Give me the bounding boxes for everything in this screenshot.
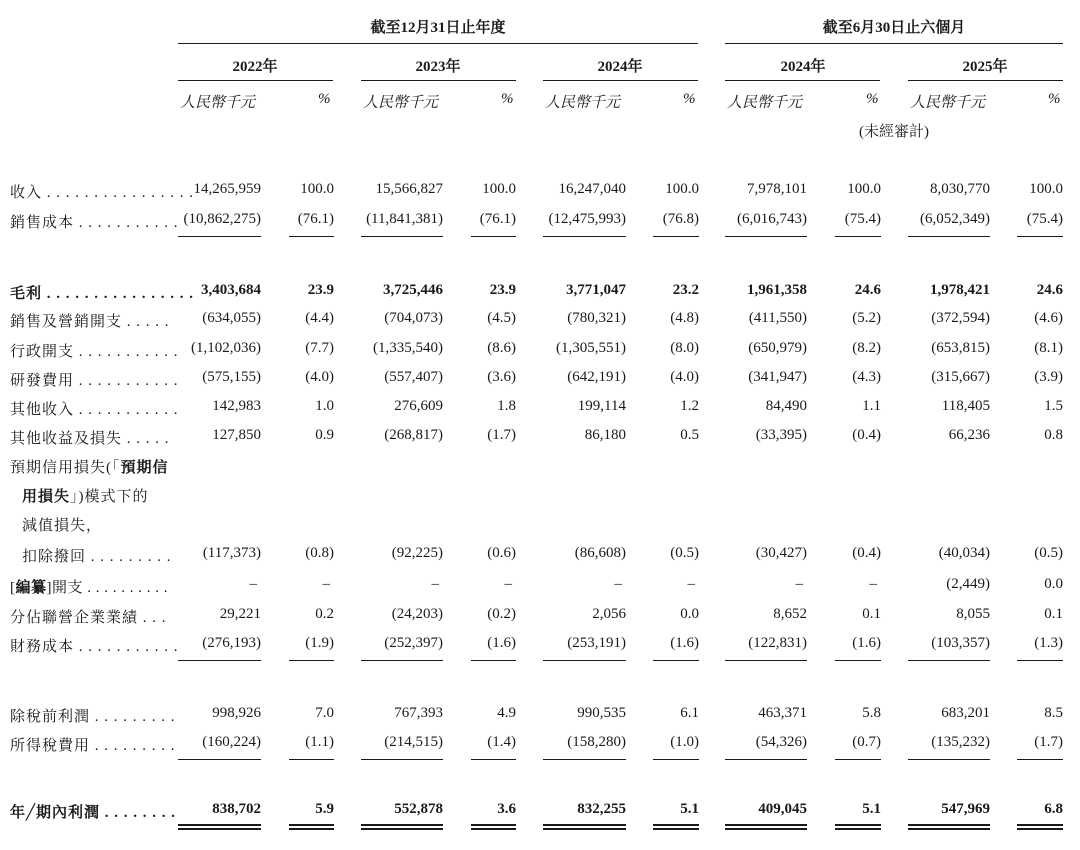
cell-amount-2022: (10,862,275) <box>183 211 261 227</box>
cell-pct-2023: – <box>504 576 512 592</box>
cell-amount-2025-h1: 8,030,770 <box>930 181 990 197</box>
cell-amount-2022: (160,224) <box>202 734 261 750</box>
cell-pct-2024: (76.8) <box>662 211 699 227</box>
year-rule-2024 <box>543 80 698 81</box>
underline-cost-of-sales-amount-2023 <box>361 236 443 237</box>
ecl-label-line2-b: 」)模式下的 <box>70 489 149 505</box>
cell-amount-2024: 832,255 <box>577 801 626 817</box>
unit-pct-2024: % <box>683 91 696 107</box>
cell-amount-2024: – <box>614 576 622 592</box>
cell-pct-2024: 0.5 <box>680 427 699 443</box>
redacted-text: 編纂 <box>15 580 47 596</box>
year-header-2022: 2022年 <box>232 59 278 75</box>
cell-pct-2025-h1: (75.4) <box>1026 211 1063 227</box>
cell-amount-2022: 142,983 <box>212 398 261 414</box>
cell-pct-2023: (0.6) <box>487 545 516 561</box>
cell-pct-2024: 0.0 <box>680 606 699 622</box>
row-label-profit-for-period: 年╱期內利潤 . . . . . . . . <box>10 805 177 821</box>
underline-cost-of-sales-pct-2023 <box>471 236 516 237</box>
cell-pct-2023: (0.2) <box>487 606 516 622</box>
cell-amount-2025-h1: (315,667) <box>931 369 990 385</box>
cell-amount-2022: 998,926 <box>212 705 261 721</box>
unit-pct-2024-h1: % <box>866 91 879 107</box>
cell-pct-2023: (4.5) <box>487 310 516 326</box>
cell-amount-2023: (252,397) <box>384 635 443 651</box>
row-label-other-income: 其他收入 . . . . . . . . . . . <box>10 402 179 418</box>
cell-amount-2025-h1: 1,978,421 <box>930 282 990 298</box>
row-label-finance-costs: 財務成本 . . . . . . . . . . . <box>10 639 179 655</box>
cell-amount-2025-h1: 8,055 <box>956 606 990 622</box>
underline-finance-costs-pct-2024 <box>653 660 699 661</box>
row-label-revenue: 收入 . . . . . . . . . . . . . . . . <box>10 185 195 201</box>
ecl-label-line1-b: 預期信 <box>120 460 169 476</box>
cell-pct-2022: (7.7) <box>305 340 334 356</box>
double-underline-profit-amount-2024 <box>543 824 626 830</box>
cell-pct-2022: 7.0 <box>315 705 334 721</box>
cell-pct-2023: 1.8 <box>497 398 516 414</box>
cell-pct-2024: – <box>687 576 695 592</box>
cell-amount-2022: 3,403,684 <box>201 282 261 298</box>
header-group-six-months: 截至6月30日止六個月 <box>822 20 966 36</box>
cell-pct-2022: (76.1) <box>297 211 334 227</box>
redacted-suffix: 開支 . . . . . . . . . . <box>52 580 169 596</box>
cell-amount-2024: 990,535 <box>577 705 626 721</box>
cell-amount-2023: (268,817) <box>384 427 443 443</box>
ecl-label-line2 <box>22 485 149 506</box>
unit-rmb-2024-h1: 人民幣千元 <box>727 95 803 111</box>
redacted-close: ] <box>46 580 53 596</box>
cell-amount-2024-h1: (30,427) <box>755 545 807 561</box>
cell-pct-2024-h1: (5.2) <box>852 310 881 326</box>
cell-pct-2022: 0.9 <box>315 427 334 443</box>
cell-amount-2023: (1,335,540) <box>373 340 443 356</box>
cell-pct-2023: (3.6) <box>487 369 516 385</box>
underline-income-tax-amount-2024 <box>543 759 626 760</box>
cell-amount-2024: (1,305,551) <box>556 340 626 356</box>
cell-pct-2022: (0.8) <box>305 545 334 561</box>
cell-amount-2025-h1: 547,969 <box>941 801 990 817</box>
cell-pct-2024: 6.1 <box>680 705 699 721</box>
underline-finance-costs-amount-2022 <box>178 660 261 661</box>
underline-income-tax-amount-2024-h1 <box>725 759 807 760</box>
cell-pct-2025-h1: 0.0 <box>1044 576 1063 592</box>
underline-income-tax-amount-2025-h1 <box>908 759 990 760</box>
underline-finance-costs-amount-2024 <box>543 660 626 661</box>
cell-pct-2024: (4.8) <box>670 310 699 326</box>
row-label-income-tax: 所得稅費用 . . . . . . . . . <box>10 738 176 754</box>
cell-amount-2023: (214,515) <box>384 734 443 750</box>
cell-amount-2023: (704,073) <box>384 310 443 326</box>
cell-amount-2025-h1: (135,232) <box>931 734 990 750</box>
cell-pct-2023: (1.6) <box>487 635 516 651</box>
cell-amount-2023: 552,878 <box>394 801 443 817</box>
cell-amount-2024: (86,608) <box>574 545 626 561</box>
year-header-2024: 2024年 <box>597 59 643 75</box>
cell-pct-2024-h1: 5.8 <box>862 705 881 721</box>
cell-amount-2024: (780,321) <box>567 310 626 326</box>
ecl-label-line1 <box>10 456 169 477</box>
row-label-cost-of-sales: 銷售成本 . . . . . . . . . . . <box>10 215 179 231</box>
cell-pct-2025-h1: 1.5 <box>1044 398 1063 414</box>
cell-pct-2025-h1: (0.5) <box>1034 545 1063 561</box>
cell-amount-2024-h1: (341,947) <box>748 369 807 385</box>
ecl-label-line2-a: 用損失 <box>22 489 71 505</box>
underline-cost-of-sales-pct-2022 <box>289 236 334 237</box>
underline-finance-costs-amount-2024-h1 <box>725 660 807 661</box>
cell-amount-2025-h1: 118,405 <box>941 398 990 414</box>
cell-amount-2025-h1: (40,034) <box>938 545 990 561</box>
year-header-2024-h1: 2024年 <box>780 59 826 75</box>
cell-amount-2022: (1,102,036) <box>191 340 261 356</box>
cell-pct-2024-h1: 24.6 <box>854 282 881 298</box>
cell-pct-2025-h1: 0.8 <box>1044 427 1063 443</box>
cell-pct-2022: 5.9 <box>315 801 334 817</box>
cell-amount-2024-h1: 8,652 <box>773 606 807 622</box>
cell-amount-2023: 276,609 <box>394 398 443 414</box>
cell-pct-2023: (76.1) <box>479 211 516 227</box>
underline-income-tax-pct-2025-h1 <box>1017 759 1063 760</box>
cell-amount-2022: 14,265,959 <box>193 181 261 197</box>
cell-pct-2023: 23.9 <box>489 282 516 298</box>
header-rule-fiscal-year <box>178 43 698 44</box>
cell-amount-2025-h1: (2,449) <box>946 576 990 592</box>
cell-amount-2024-h1: (6,016,743) <box>737 211 807 227</box>
cell-amount-2024: (158,280) <box>567 734 626 750</box>
row-label-net-of-reversal: 扣除撥回 . . . . . . . . . <box>22 549 172 565</box>
cell-amount-2024-h1: (411,550) <box>748 310 807 326</box>
underline-cost-of-sales-pct-2024-h1 <box>835 236 881 237</box>
cell-pct-2022: 0.2 <box>315 606 334 622</box>
cell-pct-2023: (1.7) <box>487 427 516 443</box>
underline-finance-costs-amount-2023 <box>361 660 443 661</box>
cell-amount-2022: 838,702 <box>212 801 261 817</box>
underline-finance-costs-pct-2022 <box>289 660 334 661</box>
cell-amount-2024-h1: 409,045 <box>758 801 807 817</box>
cell-amount-2023: 3,725,446 <box>383 282 443 298</box>
cell-pct-2024-h1: (1.6) <box>852 635 881 651</box>
cell-amount-2022: (117,373) <box>202 545 261 561</box>
underline-finance-costs-pct-2023 <box>471 660 516 661</box>
cell-pct-2023: 3.6 <box>497 801 516 817</box>
cell-amount-2024: 86,180 <box>584 427 626 443</box>
cell-pct-2024: (8.0) <box>670 340 699 356</box>
cell-pct-2024-h1: 100.0 <box>847 181 881 197</box>
cell-amount-2022: (634,055) <box>202 310 261 326</box>
cell-amount-2023: 767,393 <box>394 705 443 721</box>
unit-rmb-2025-h1: 人民幣千元 <box>910 95 986 111</box>
cell-pct-2024: (0.5) <box>670 545 699 561</box>
cell-pct-2022: (4.4) <box>305 310 334 326</box>
cell-pct-2024-h1: 0.1 <box>862 606 881 622</box>
cell-amount-2024: 16,247,040 <box>558 181 626 197</box>
year-rule-2022 <box>178 80 333 81</box>
cell-pct-2024: 1.2 <box>680 398 699 414</box>
cell-amount-2024-h1: 7,978,101 <box>747 181 807 197</box>
underline-finance-costs-amount-2025-h1 <box>908 660 990 661</box>
cell-pct-2023: (8.6) <box>487 340 516 356</box>
cell-amount-2025-h1: (103,357) <box>931 635 990 651</box>
unaudited-note: (未經審計) <box>859 124 929 140</box>
cell-pct-2025-h1: 100.0 <box>1029 181 1063 197</box>
cell-pct-2024-h1: (8.2) <box>852 340 881 356</box>
cell-amount-2024: 3,771,047 <box>566 282 626 298</box>
cell-amount-2023: (11,841,381) <box>366 211 443 227</box>
cell-amount-2023: (557,407) <box>384 369 443 385</box>
cell-pct-2024-h1: 5.1 <box>862 801 881 817</box>
underline-cost-of-sales-pct-2024 <box>653 236 699 237</box>
year-rule-2024-h1 <box>725 80 880 81</box>
cell-amount-2022: 127,850 <box>212 427 261 443</box>
cell-pct-2024-h1: 1.1 <box>862 398 881 414</box>
cell-amount-2024-h1: – <box>795 576 803 592</box>
cell-pct-2023: (1.4) <box>487 734 516 750</box>
cell-amount-2024-h1: (54,326) <box>755 734 807 750</box>
cell-amount-2024: (253,191) <box>567 635 626 651</box>
double-underline-profit-pct-2022 <box>289 824 334 830</box>
unit-pct-2025-h1: % <box>1048 91 1061 107</box>
ecl-label-line1-a: 預期信用損失(「 <box>10 460 121 476</box>
unit-pct-2023: % <box>501 91 514 107</box>
cell-pct-2025-h1: (1.7) <box>1034 734 1063 750</box>
double-underline-profit-amount-2025-h1 <box>908 824 990 830</box>
row-label-redacted-expenses <box>10 576 168 597</box>
cell-pct-2025-h1: 24.6 <box>1036 282 1063 298</box>
cell-amount-2022: (575,155) <box>202 369 261 385</box>
cell-pct-2025-h1: 0.1 <box>1044 606 1063 622</box>
cell-pct-2024-h1: (0.4) <box>852 545 881 561</box>
cell-pct-2024-h1: (75.4) <box>844 211 881 227</box>
ecl-label-line3: 減值損失， <box>22 518 103 534</box>
cell-amount-2024-h1: (33,395) <box>755 427 807 443</box>
cell-amount-2025-h1: (653,815) <box>931 340 990 356</box>
row-label-admin-expenses: 行政開支 . . . . . . . . . . . <box>10 344 179 360</box>
cell-amount-2025-h1: (6,052,349) <box>920 211 990 227</box>
year-rule-2025-h1 <box>908 80 1063 81</box>
underline-income-tax-amount-2022 <box>178 759 261 760</box>
underline-income-tax-pct-2024 <box>653 759 699 760</box>
cell-amount-2022: – <box>249 576 257 592</box>
double-underline-profit-pct-2023 <box>471 824 516 830</box>
double-underline-profit-amount-2022 <box>178 824 261 830</box>
cell-pct-2024: 23.2 <box>672 282 699 298</box>
underline-income-tax-pct-2024-h1 <box>835 759 881 760</box>
unit-pct-2022: % <box>318 91 331 107</box>
year-rule-2023 <box>361 80 516 81</box>
cell-pct-2024-h1: – <box>869 576 877 592</box>
cell-pct-2025-h1: (8.1) <box>1034 340 1063 356</box>
row-label-share-of-associates: 分佔聯營企業業績 . . . <box>10 610 167 626</box>
underline-cost-of-sales-amount-2024 <box>543 236 626 237</box>
underline-cost-of-sales-amount-2025-h1 <box>908 236 990 237</box>
cell-pct-2023: 4.9 <box>497 705 516 721</box>
cell-amount-2025-h1: 66,236 <box>948 427 990 443</box>
cell-pct-2024-h1: (4.3) <box>852 369 881 385</box>
cell-pct-2022: 1.0 <box>315 398 334 414</box>
cell-amount-2024-h1: (650,979) <box>748 340 807 356</box>
cell-pct-2022: (4.0) <box>305 369 334 385</box>
cell-amount-2024: 2,056 <box>592 606 626 622</box>
cell-amount-2025-h1: (372,594) <box>931 310 990 326</box>
cell-amount-2023: 15,566,827 <box>375 181 443 197</box>
row-label-other-gains-losses: 其他收益及損失 . . . . . <box>10 431 170 447</box>
cell-amount-2023: – <box>431 576 439 592</box>
unit-rmb-2022: 人民幣千元 <box>180 95 256 111</box>
cell-amount-2024-h1: (122,831) <box>748 635 807 651</box>
cell-amount-2024-h1: 1,961,358 <box>747 282 807 298</box>
header-rule-six-months <box>725 43 1063 44</box>
underline-income-tax-amount-2023 <box>361 759 443 760</box>
underline-cost-of-sales-amount-2024-h1 <box>725 236 807 237</box>
cell-pct-2024: 5.1 <box>680 801 699 817</box>
underline-cost-of-sales-pct-2025-h1 <box>1017 236 1063 237</box>
row-label-gross-profit: 毛利 . . . . . . . . . . . . . . . . <box>10 286 195 302</box>
cell-pct-2023: 100.0 <box>482 181 516 197</box>
row-label-profit-before-tax: 除稅前利潤 . . . . . . . . . <box>10 709 176 725</box>
cell-pct-2022: 23.9 <box>307 282 334 298</box>
cell-pct-2024: (4.0) <box>670 369 699 385</box>
year-header-2025-h1: 2025年 <box>962 59 1008 75</box>
cell-pct-2024-h1: (0.4) <box>852 427 881 443</box>
cell-amount-2022: (276,193) <box>202 635 261 651</box>
double-underline-profit-amount-2024-h1 <box>725 824 807 830</box>
cell-pct-2024: 100.0 <box>665 181 699 197</box>
unit-rmb-2023: 人民幣千元 <box>363 95 439 111</box>
year-header-2023: 2023年 <box>415 59 461 75</box>
cell-amount-2024: 199,114 <box>577 398 626 414</box>
unit-rmb-2024: 人民幣千元 <box>545 95 621 111</box>
cell-pct-2022: – <box>322 576 330 592</box>
cell-pct-2025-h1: 6.8 <box>1044 801 1063 817</box>
underline-cost-of-sales-amount-2022 <box>178 236 261 237</box>
underline-income-tax-pct-2023 <box>471 759 516 760</box>
cell-amount-2022: 29,221 <box>219 606 261 622</box>
cell-amount-2025-h1: 683,201 <box>941 705 990 721</box>
cell-pct-2024-h1: (0.7) <box>852 734 881 750</box>
cell-pct-2024: (1.0) <box>670 734 699 750</box>
cell-pct-2022: (1.1) <box>305 734 334 750</box>
redacted-open: [ <box>10 580 16 596</box>
cell-amount-2024-h1: 84,490 <box>765 398 807 414</box>
row-label-rnd-expenses: 研發費用 . . . . . . . . . . . <box>10 373 179 389</box>
cell-amount-2023: (92,225) <box>391 545 443 561</box>
cell-pct-2024: (1.6) <box>670 635 699 651</box>
underline-income-tax-pct-2022 <box>289 759 334 760</box>
cell-pct-2025-h1: (4.6) <box>1034 310 1063 326</box>
cell-pct-2022: (1.9) <box>305 635 334 651</box>
header-group-fiscal-year: 截至12月31日止年度 <box>370 20 506 36</box>
underline-finance-costs-pct-2024-h1 <box>835 660 881 661</box>
cell-amount-2024: (642,191) <box>567 369 626 385</box>
cell-pct-2025-h1: (3.9) <box>1034 369 1063 385</box>
cell-pct-2025-h1: 8.5 <box>1044 705 1063 721</box>
cell-pct-2025-h1: (1.3) <box>1034 635 1063 651</box>
double-underline-profit-pct-2025-h1 <box>1017 824 1063 830</box>
cell-amount-2023: (24,203) <box>391 606 443 622</box>
double-underline-profit-amount-2023 <box>361 824 443 830</box>
double-underline-profit-pct-2024-h1 <box>835 824 881 830</box>
cell-pct-2022: 100.0 <box>300 181 334 197</box>
row-label-selling-marketing: 銷售及營銷開支 . . . . . <box>10 314 170 330</box>
cell-amount-2024: (12,475,993) <box>548 211 626 227</box>
double-underline-profit-pct-2024 <box>653 824 699 830</box>
cell-amount-2024-h1: 463,371 <box>758 705 807 721</box>
underline-finance-costs-pct-2025-h1 <box>1017 660 1063 661</box>
